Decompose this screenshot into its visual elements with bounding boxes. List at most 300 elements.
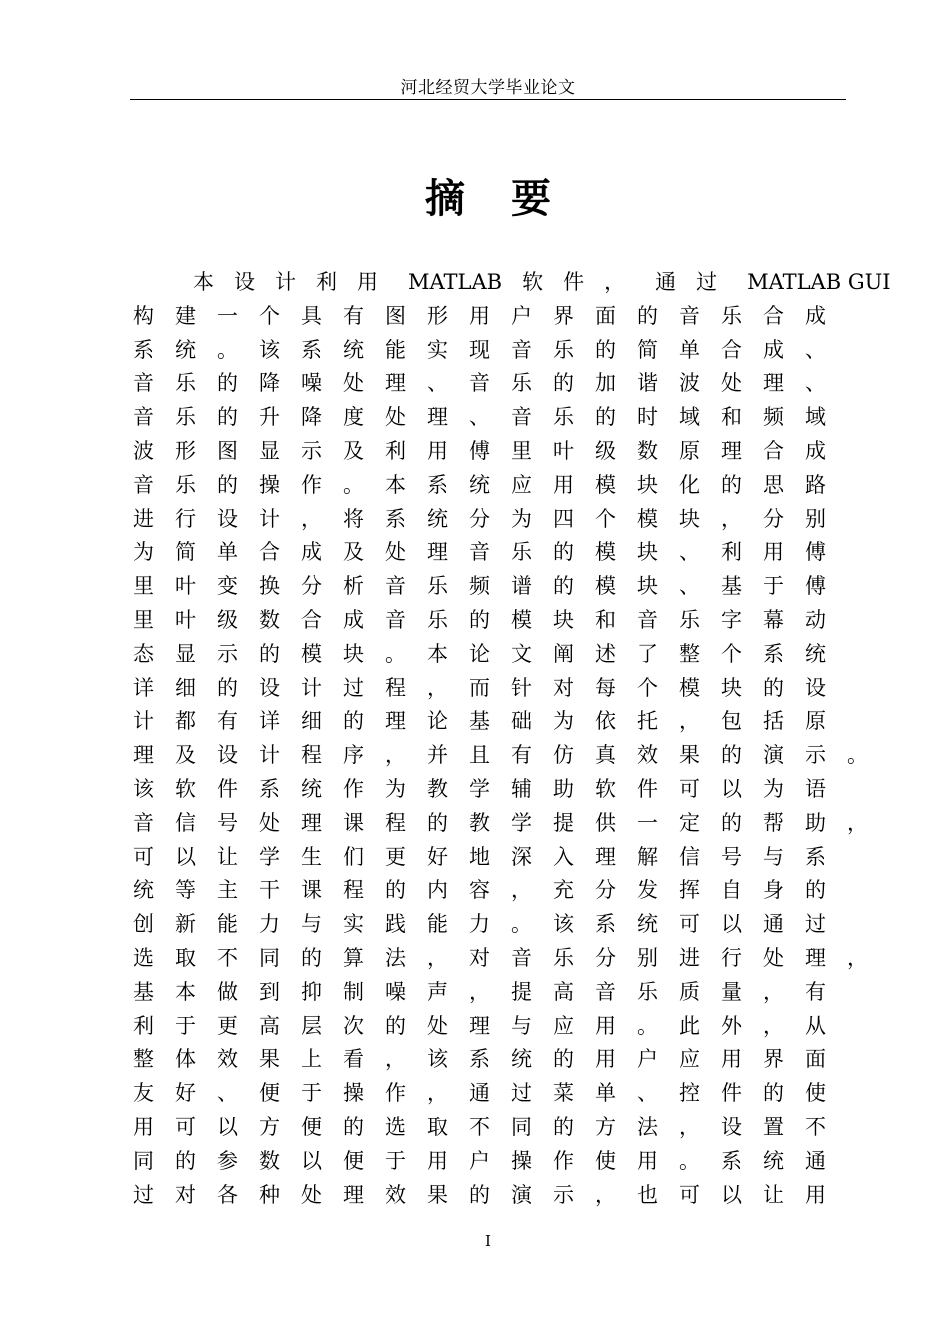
abstract-char: 系	[259, 776, 280, 801]
abstract-char: 方	[259, 1114, 280, 1139]
abstract-char: 声	[427, 979, 448, 1004]
abstract-char: 该	[553, 912, 574, 937]
abstract-char: 设	[805, 675, 826, 700]
abstract-char: 降	[259, 371, 280, 396]
abstract-char: 效	[385, 1182, 406, 1207]
abstract-char: 用	[763, 540, 784, 565]
abstract-char: 取	[427, 1114, 448, 1139]
abstract-char: 音	[469, 371, 490, 396]
abstract-char: 叶	[175, 574, 196, 599]
abstract-char: 层	[301, 1013, 322, 1038]
abstract-char: 的	[343, 1114, 364, 1139]
abstract-char: 音	[511, 405, 532, 430]
abstract-char: ，	[679, 1114, 700, 1139]
abstract-char: 菜	[553, 1081, 574, 1106]
abstract-char: 了	[637, 641, 658, 666]
abstract-char: 音	[133, 472, 154, 497]
abstract-char: 模	[637, 506, 658, 531]
abstract-char: 法	[637, 1114, 658, 1139]
abstract-char: 换	[259, 574, 280, 599]
abstract-char: 们	[343, 844, 364, 869]
abstract-char: 质	[679, 979, 700, 1004]
abstract-char: 本	[427, 641, 448, 666]
abstract-char: ，	[763, 979, 784, 1004]
running-header: 河北经贸大学毕业论文	[400, 78, 576, 98]
abstract-char: 、	[805, 371, 826, 396]
abstract-char: 不	[217, 945, 238, 970]
abstract-char: 基	[721, 574, 742, 599]
abstract-char: 别	[805, 506, 826, 531]
abstract-char: 音	[133, 405, 154, 430]
abstract-char: 利	[133, 1013, 154, 1038]
abstract-char: 件	[217, 776, 238, 801]
abstract-word: 件	[563, 270, 585, 294]
abstract-char: 好	[427, 844, 448, 869]
abstract-char: 用	[469, 303, 490, 328]
abstract-char: 助	[805, 810, 826, 835]
abstract-char: 可	[679, 1182, 700, 1207]
abstract-char: 的	[721, 472, 742, 497]
abstract-char: 现	[469, 337, 490, 362]
abstract-char: 为	[763, 776, 784, 801]
abstract-char: 统	[427, 506, 448, 531]
abstract-char: 号	[217, 810, 238, 835]
abstract-char: 于	[385, 1148, 406, 1173]
abstract-char: 户	[637, 1047, 658, 1072]
abstract-char: 示	[553, 1182, 574, 1207]
abstract-char: 便	[259, 1081, 280, 1106]
abstract-char: 升	[259, 405, 280, 430]
abstract-char: 从	[805, 1013, 826, 1038]
abstract-char: 到	[259, 979, 280, 1004]
abstract-char: 和	[595, 607, 616, 632]
abstract-char: 论	[469, 641, 490, 666]
abstract-char: 同	[259, 945, 280, 970]
abstract-char: 乐	[511, 371, 532, 396]
abstract-char: ，	[721, 506, 742, 531]
abstract-char: 模	[679, 675, 700, 700]
abstract-char: 容	[469, 878, 490, 903]
abstract-char: 处	[301, 1182, 322, 1207]
abstract-char: 处	[763, 945, 784, 970]
abstract-char: ，	[427, 945, 448, 970]
abstract-char: 次	[343, 1013, 364, 1038]
abstract-char: 思	[763, 472, 784, 497]
abstract-char: 。	[679, 1148, 700, 1173]
abstract-char: 过	[133, 1182, 154, 1207]
abstract-char: 通	[805, 1148, 826, 1173]
abstract-line	[133, 536, 853, 570]
abstract-char: 噪	[301, 371, 322, 396]
abstract-char: 用	[595, 1013, 616, 1038]
abstract-char: 数	[637, 438, 658, 463]
abstract-char: 法	[385, 945, 406, 970]
abstract-char: 基	[133, 979, 154, 1004]
abstract-char: 。	[385, 641, 406, 666]
abstract-char: 行	[175, 506, 196, 531]
abstract-char: 用	[721, 1047, 742, 1072]
abstract-char: 叶	[553, 438, 574, 463]
abstract-char: 、	[217, 1081, 238, 1106]
abstract-line	[133, 401, 853, 435]
abstract-char: 效	[637, 743, 658, 768]
abstract-char: 更	[217, 1013, 238, 1038]
abstract-char: 、	[469, 405, 490, 430]
abstract-char: 形	[175, 438, 196, 463]
abstract-char: 的	[595, 405, 616, 430]
abstract-char: 该	[259, 337, 280, 362]
abstract-char: 成	[763, 337, 784, 362]
abstract-char: 提	[553, 810, 574, 835]
abstract-char: 理	[469, 1013, 490, 1038]
abstract-char: 的	[595, 337, 616, 362]
abstract-char: 域	[679, 405, 700, 430]
abstract-char: 地	[469, 844, 490, 869]
abstract-char: 行	[721, 945, 742, 970]
abstract-char: 建	[175, 303, 196, 328]
abstract-char: 各	[217, 1182, 238, 1207]
abstract-char: 模	[301, 641, 322, 666]
abstract-char: 合	[763, 438, 784, 463]
abstract-char: 块	[553, 607, 574, 632]
abstract-char: 便	[301, 1114, 322, 1139]
abstract-char: 统	[469, 472, 490, 497]
abstract-char: 好	[175, 1081, 196, 1106]
abstract-char: 论	[427, 709, 448, 734]
abstract-char: 变	[217, 574, 238, 599]
abstract-char: 抑	[301, 979, 322, 1004]
abstract-char: 模	[595, 574, 616, 599]
abstract-char: 与	[763, 844, 784, 869]
abstract-char: 软	[595, 776, 616, 801]
abstract-char: 为	[511, 506, 532, 531]
abstract-char: ，	[847, 945, 868, 970]
abstract-char: 内	[427, 878, 448, 903]
abstract-char: 个	[721, 641, 742, 666]
abstract-char: 原	[679, 438, 700, 463]
abstract-char: 挥	[679, 878, 700, 903]
abstract-char: 针	[511, 675, 532, 700]
abstract-line	[133, 1077, 853, 1111]
abstract-char: 乐	[175, 371, 196, 396]
abstract-char: 分	[301, 574, 322, 599]
abstract-char: 过	[805, 912, 826, 937]
abstract-char: 详	[259, 709, 280, 734]
abstract-word: 过	[696, 270, 718, 294]
abstract-line	[133, 1043, 853, 1077]
abstract-char: 降	[301, 405, 322, 430]
abstract-char: 模	[595, 540, 616, 565]
abstract-char: 生	[301, 844, 322, 869]
abstract-char: 简	[637, 337, 658, 362]
abstract-line	[133, 1111, 853, 1145]
abstract-char: 提	[511, 979, 532, 1004]
abstract-char: 个	[637, 675, 658, 700]
abstract-char: 加	[595, 371, 616, 396]
abstract-char: 音	[133, 371, 154, 396]
abstract-char: 解	[637, 844, 658, 869]
abstract-char: 对	[175, 1182, 196, 1207]
abstract-char: 化	[679, 472, 700, 497]
abstract-char: 成	[805, 303, 826, 328]
abstract-char: 单	[595, 1081, 616, 1106]
abstract-char: 新	[175, 912, 196, 937]
abstract-char: 力	[259, 912, 280, 937]
abstract-char: 音	[511, 945, 532, 970]
abstract-char: 一	[217, 303, 238, 328]
abstract-char: 程	[301, 743, 322, 768]
abstract-char: 实	[427, 337, 448, 362]
abstract-char: 以	[721, 776, 742, 801]
abstract-char: 看	[343, 1047, 364, 1072]
abstract-line	[133, 807, 868, 841]
abstract-char: 操	[511, 1148, 532, 1173]
abstract-line	[133, 367, 853, 401]
abstract-char: 及	[343, 438, 364, 463]
abstract-char: 乐	[175, 472, 196, 497]
abstract-char: 有	[343, 303, 364, 328]
abstract-char: 同	[133, 1148, 154, 1173]
abstract-char: 系	[133, 337, 154, 362]
abstract-char: 显	[175, 641, 196, 666]
abstract-char: 细	[301, 709, 322, 734]
abstract-char: 系	[301, 337, 322, 362]
abstract-char: 的	[553, 1114, 574, 1139]
abstract-line	[133, 1179, 853, 1213]
abstract-char: 应	[553, 1013, 574, 1038]
abstract-char: 成	[343, 607, 364, 632]
abstract-char: 整	[679, 641, 700, 666]
abstract-char: 统	[175, 337, 196, 362]
abstract-char: 序	[343, 743, 364, 768]
abstract-char: 傅	[805, 574, 826, 599]
abstract-char: 的	[217, 371, 238, 396]
abstract-char: 一	[637, 810, 658, 835]
abstract-char: 的	[553, 540, 574, 565]
abstract-char: 数	[259, 1148, 280, 1173]
abstract-char: 块	[679, 506, 700, 531]
abstract-char: 统	[133, 878, 154, 903]
abstract-char: 处	[385, 405, 406, 430]
abstract-char: 理	[385, 709, 406, 734]
abstract-char: ，	[511, 878, 532, 903]
abstract-line	[133, 1010, 853, 1044]
abstract-char: 取	[175, 945, 196, 970]
abstract-char: 理	[427, 405, 448, 430]
abstract-char: 界	[763, 1047, 784, 1072]
abstract-char: 音	[511, 337, 532, 362]
abstract-char: 动	[805, 607, 826, 632]
abstract-char: 件	[721, 1081, 742, 1106]
abstract-char: 处	[343, 371, 364, 396]
abstract-char: 理	[805, 945, 826, 970]
abstract-char: 自	[721, 878, 742, 903]
abstract-char: 单	[679, 337, 700, 362]
abstract-char: 而	[469, 675, 490, 700]
abstract-char: 、	[805, 337, 826, 362]
abstract-char: 于	[301, 1081, 322, 1106]
abstract-char: 里	[133, 607, 154, 632]
abstract-char: 号	[721, 844, 742, 869]
abstract-line	[133, 908, 853, 942]
abstract-char: 真	[595, 743, 616, 768]
abstract-char: 音	[469, 540, 490, 565]
abstract-char: 细	[175, 675, 196, 700]
abstract-char: 等	[175, 878, 196, 903]
abstract-char: 实	[343, 912, 364, 937]
abstract-char: 有	[217, 709, 238, 734]
abstract-char: 频	[469, 574, 490, 599]
abstract-char: 过	[511, 1081, 532, 1106]
abstract-char: 用	[427, 1148, 448, 1173]
abstract-char: 文	[511, 641, 532, 666]
abstract-char: 作	[343, 776, 364, 801]
abstract-char: 系	[385, 506, 406, 531]
abstract-char: 字	[721, 607, 742, 632]
abstract-char: ，	[469, 979, 490, 1004]
abstract-char: 。	[343, 472, 364, 497]
abstract-char: 域	[805, 405, 826, 430]
abstract-char: 将	[343, 506, 364, 531]
abstract-char: 级	[217, 607, 238, 632]
abstract-char: 可	[133, 844, 154, 869]
abstract-char: 设	[259, 675, 280, 700]
abstract-char: 友	[133, 1081, 154, 1106]
abstract-char: 软	[175, 776, 196, 801]
abstract-char: 。	[847, 743, 868, 768]
abstract-char: 基	[469, 709, 490, 734]
abstract-line	[133, 1145, 853, 1179]
abstract-char: 作	[553, 1148, 574, 1173]
abstract-char: 户	[511, 303, 532, 328]
abstract-char: 音	[679, 303, 700, 328]
abstract-char: 谱	[511, 574, 532, 599]
abstract-char: 包	[721, 709, 742, 734]
abstract-char: 该	[427, 1047, 448, 1072]
abstract-char: 成	[301, 540, 322, 565]
abstract-char: 详	[133, 675, 154, 700]
abstract-char: 深	[511, 844, 532, 869]
abstract-word: 软	[522, 270, 544, 294]
abstract-char: 与	[511, 1013, 532, 1038]
abstract-char: 以	[217, 1114, 238, 1139]
page-number: I	[485, 1232, 491, 1250]
abstract-char: 量	[721, 979, 742, 1004]
abstract-char: 身	[763, 878, 784, 903]
abstract-char: 操	[343, 1081, 364, 1106]
abstract-char: 数	[259, 607, 280, 632]
abstract-char: 分	[595, 878, 616, 903]
abstract-word: 设	[234, 270, 255, 294]
abstract-char: 理	[721, 438, 742, 463]
abstract-char: 为	[553, 709, 574, 734]
abstract-char: 语	[805, 776, 826, 801]
abstract-char: 系	[427, 472, 448, 497]
abstract-char: 叶	[175, 607, 196, 632]
abstract-char: 能	[385, 337, 406, 362]
abstract-char: 处	[385, 540, 406, 565]
abstract-char: 具	[301, 303, 322, 328]
abstract-char: 过	[343, 675, 364, 700]
abstract-char: 对	[469, 945, 490, 970]
abstract-char: 四	[553, 506, 574, 531]
abstract-line	[133, 976, 853, 1010]
abstract-char: 原	[805, 709, 826, 734]
abstract-char: 模	[595, 472, 616, 497]
abstract-char: 干	[259, 878, 280, 903]
abstract-char: 音	[595, 979, 616, 1004]
abstract-char: 做	[217, 979, 238, 1004]
abstract-char: 理	[763, 371, 784, 396]
abstract-char: 设	[217, 743, 238, 768]
abstract-char: 参	[217, 1148, 238, 1173]
abstract-char: 乐	[637, 979, 658, 1004]
abstract-char: 乐	[175, 405, 196, 430]
abstract-char: 也	[637, 1182, 658, 1207]
abstract-char: 系	[595, 912, 616, 937]
abstract-char: 使	[805, 1081, 826, 1106]
abstract-char: 系	[721, 1148, 742, 1173]
abstract-char: 能	[217, 912, 238, 937]
abstract-char: 更	[385, 844, 406, 869]
abstract-char: 图	[217, 438, 238, 463]
abstract-char: 波	[679, 371, 700, 396]
abstract-char: 的	[343, 709, 364, 734]
abstract-line	[133, 672, 853, 706]
abstract-char: 噪	[385, 979, 406, 1004]
abstract-char: 课	[301, 878, 322, 903]
abstract-char: 里	[133, 574, 154, 599]
abstract-char: 分	[763, 506, 784, 531]
abstract-char: 面	[595, 303, 616, 328]
abstract-char: 可	[175, 1114, 196, 1139]
abstract-char: 态	[133, 641, 154, 666]
abstract-char: 都	[175, 709, 196, 734]
abstract-line	[133, 435, 853, 469]
abstract-char: 计	[259, 506, 280, 531]
abstract-char: 乐	[553, 337, 574, 362]
abstract-char: 演	[511, 1182, 532, 1207]
abstract-char: 整	[133, 1047, 154, 1072]
abstract-body	[133, 266, 891, 1212]
abstract-char: 用	[427, 438, 448, 463]
abstract-char: 度	[343, 405, 364, 430]
abstract-char: 的	[469, 1182, 490, 1207]
abstract-char: 设	[721, 1114, 742, 1139]
abstract-char: 显	[259, 438, 280, 463]
abstract-char: 的	[469, 607, 490, 632]
abstract-char: 面	[805, 1047, 826, 1072]
abstract-char: 个	[595, 506, 616, 531]
abstract-char: 的	[175, 1148, 196, 1173]
abstract-char: 计	[133, 709, 154, 734]
abstract-char: 用	[595, 1047, 616, 1072]
abstract-char: ，	[385, 743, 406, 768]
abstract-char: 块	[637, 540, 658, 565]
abstract-char: 界	[553, 303, 574, 328]
abstract-char: 谐	[637, 371, 658, 396]
abstract-char: 合	[259, 540, 280, 565]
abstract-char: 块	[721, 675, 742, 700]
abstract-char: 的	[553, 371, 574, 396]
abstract-char: 果	[427, 1182, 448, 1207]
abstract-char: 利	[721, 540, 742, 565]
abstract-char: 分	[595, 945, 616, 970]
abstract-char: 信	[679, 844, 700, 869]
abstract-char: 的	[553, 574, 574, 599]
abstract-char: 乐	[553, 405, 574, 430]
abstract-char: 块	[637, 472, 658, 497]
